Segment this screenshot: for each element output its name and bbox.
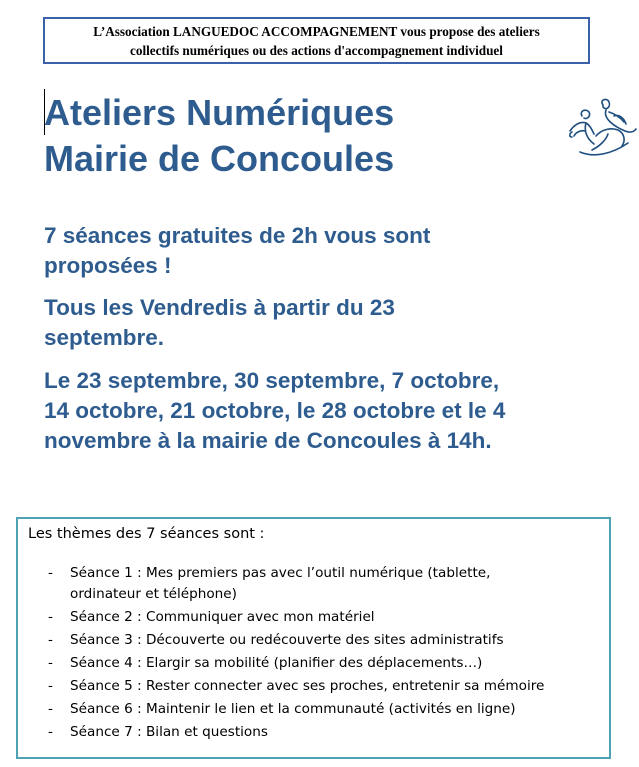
session-6-text: Séance 6 : Maintenir le lien et la communauté (activités en ligne): [70, 700, 516, 717]
session-7-text: Séance 7 : Bilan et questions: [70, 723, 268, 740]
fridays-line-2: septembre.: [44, 325, 165, 350]
session-item-3: [18, 630, 550, 651]
bullet-dash: -: [48, 565, 53, 581]
bullet-dash: -: [48, 654, 53, 671]
bullet-dash: -: [48, 608, 53, 625]
session-item-7: [18, 722, 550, 743]
session-1-line-2: ordinateur et téléphone): [70, 585, 237, 602]
page-title: [44, 90, 544, 182]
header-line-2: collectifs numériques ou des actions d'accompagnement individuel: [130, 42, 503, 58]
title-line-2: Mairie de Concoules: [44, 138, 395, 179]
themes-heading: Les thèmes des 7 séances sont :: [28, 526, 265, 542]
dates-line-2: 14 octobre, 21 octobre, le 28 octobre et le 4: [44, 398, 506, 423]
bullet-dash: -: [48, 631, 53, 648]
dates-line-1: Le 23 septembre, 30 septembre, 7 octobre,: [44, 368, 500, 393]
session-3-text: Séance 3 : Découverte ou redécouverte des sites administratifs: [70, 631, 504, 648]
session-item-5: [18, 676, 550, 697]
themes-box: [16, 517, 611, 759]
fridays-line-1: Tous les Vendredis à partir du 23: [44, 295, 395, 320]
session-item-4: [18, 653, 550, 674]
fridays-text: [44, 293, 604, 353]
sessions-list: [18, 563, 608, 745]
session-item-2: [18, 607, 550, 628]
dates-text: [44, 366, 604, 456]
free-sessions-line-2: proposées !: [44, 253, 172, 278]
association-header-box: [43, 17, 590, 64]
header-line-1: L’Association LANGUEDOC ACCOMPAGNEMENT vous propose des ateliers: [93, 23, 540, 39]
free-sessions-text: [44, 221, 604, 281]
dates-line-3: novembre à la mairie de Concoules à 14h.: [44, 428, 492, 453]
session-5-text: Séance 5 : Rester connecter avec ses proches, entretenir sa mémoire: [70, 677, 545, 694]
session-item-1: [18, 563, 550, 604]
bullet-dash: -: [48, 677, 53, 694]
session-4-text: Séance 4 : Elargir sa mobilité (planifier des déplacements…): [70, 654, 483, 671]
bullet-dash: -: [48, 723, 53, 740]
session-item-6: [18, 699, 550, 720]
free-sessions-line-1: 7 séances gratuites de 2h vous sont: [44, 223, 431, 248]
session-2-text: Séance 2 : Communiquer avec mon matériel: [70, 608, 375, 625]
title-line-1: Ateliers Numériques: [44, 92, 395, 133]
people-logo-icon: [566, 96, 638, 160]
session-1-line-1: Séance 1 : Mes premiers pas avec l’outil numérique (tablette,: [70, 565, 491, 581]
bullet-dash: -: [48, 700, 53, 717]
